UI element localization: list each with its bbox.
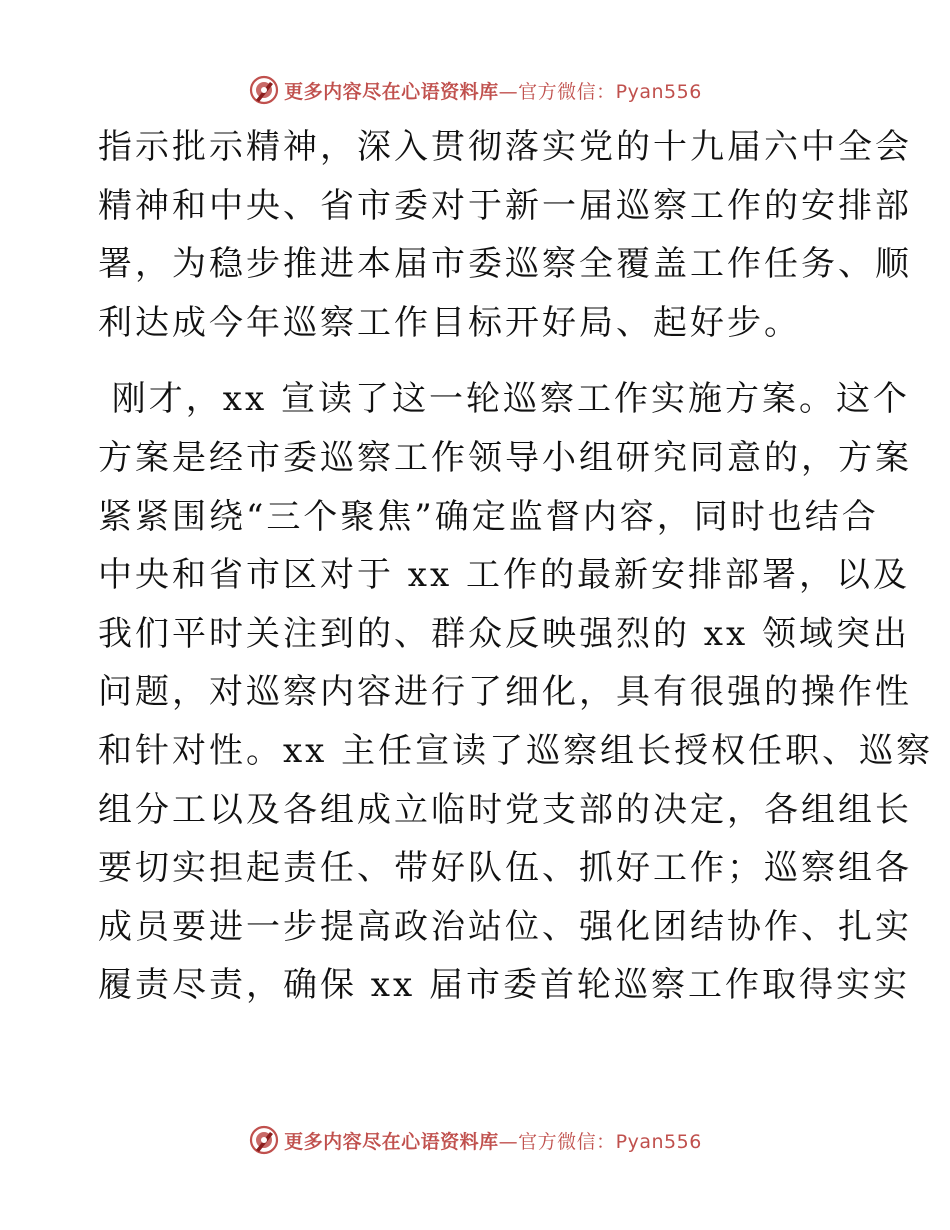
paragraph-line: 要切实担起责任、带好队伍、抓好工作；巡察组各 [98, 848, 912, 889]
pen-seal-logo-icon [248, 1124, 280, 1156]
paragraph-1 [98, 118, 912, 352]
paragraph-line: 紧紧围绕“三个聚焦”确定监督内容，同时也结合 [98, 496, 879, 537]
footer-banner-text [284, 1127, 702, 1154]
paragraph-line: 组分工以及各组成立临时党支部的决定，各组组长 [98, 789, 912, 830]
paragraph-line: 我们平时关注到的、群众反映强烈的 xx 领域突出 [98, 613, 910, 654]
paragraph-line: 精神和中央、省市委对于新一届巡察工作的安排部 [98, 185, 912, 226]
paragraph-2 [98, 370, 934, 1015]
paragraph-line: 成员要进一步提高政治站位、强化团结协作、扎实 [98, 906, 912, 947]
paragraph-line: 刚才，xx 宣读了这一轮巡察工作实施方案。这个 [98, 379, 910, 420]
footer-banner-wechat: —官方微信：Pyan556 [498, 1130, 702, 1153]
header-banner-title: 更多内容尽在心语资料库 [284, 80, 499, 103]
header-banner-text [284, 77, 702, 104]
paragraph-line: 方案是经市委巡察工作领导小组研究同意的，方案 [98, 437, 912, 478]
footer-banner-title: 更多内容尽在心语资料库 [284, 1130, 499, 1153]
pen-seal-logo-icon [248, 74, 280, 106]
header-banner [0, 70, 950, 110]
paragraph-line: 署，为稳步推进本届市委巡察全覆盖工作任务、顺 [98, 244, 912, 285]
footer-banner [0, 1120, 950, 1160]
paragraph-line: 利达成今年巡察工作目标开好局、起好步。 [98, 302, 801, 343]
paragraph-line: 指示批示精神，深入贯彻落实党的十九届六中全会 [98, 127, 912, 167]
paragraph-line: 问题，对巡察内容进行了细化，具有很强的操作性 [98, 672, 912, 713]
paragraph-line: 履责尽责，确保 xx 届市委首轮巡察工作取得实实 [98, 965, 910, 1006]
paragraph-line: 中央和省市区对于 xx 工作的最新安排部署，以及 [98, 555, 910, 596]
paragraph-line: 和针对性。xx 主任宣读了巡察组长授权任职、巡察 [98, 730, 934, 771]
document-body [98, 118, 934, 1015]
header-banner-wechat: —官方微信：Pyan556 [498, 80, 702, 103]
